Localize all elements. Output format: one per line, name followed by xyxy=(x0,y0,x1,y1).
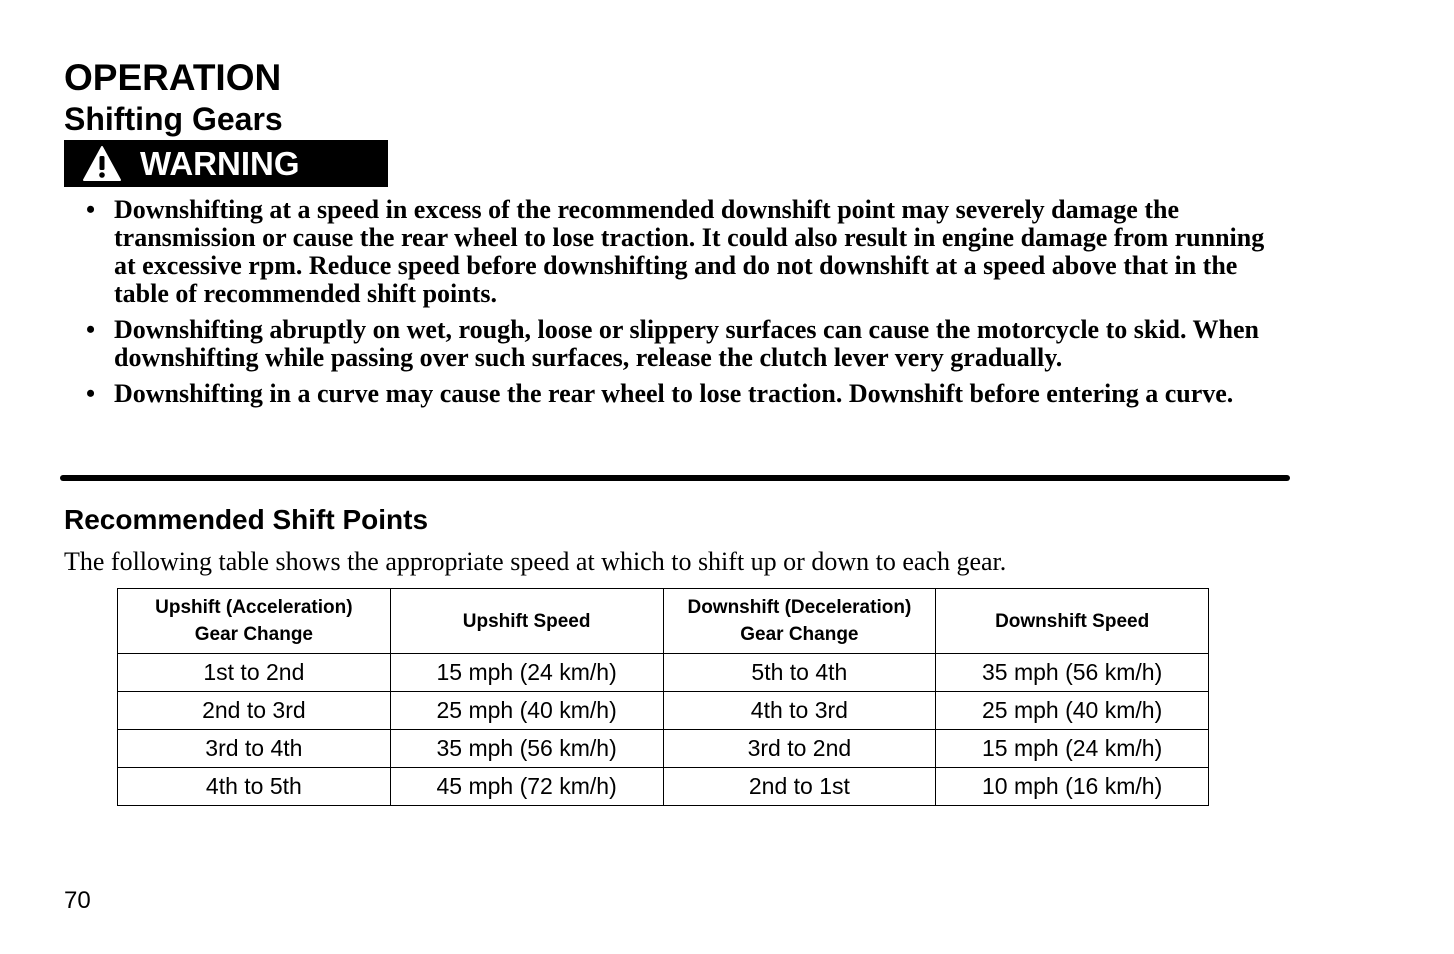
table-cell: 2nd to 1st xyxy=(663,768,936,806)
header-upshift-gear-change: Upshift (Acceleration) Gear Change xyxy=(118,589,391,654)
table-cell: 1st to 2nd xyxy=(118,654,391,692)
table-cell: 4th to 3rd xyxy=(663,692,936,730)
table-cell: 2nd to 3rd xyxy=(118,692,391,730)
table-cell: 45 mph (72 km/h) xyxy=(390,768,663,806)
table-cell: 15 mph (24 km/h) xyxy=(390,654,663,692)
header-downshift-speed: Downshift Speed xyxy=(936,589,1209,654)
table-cell: 25 mph (40 km/h) xyxy=(390,692,663,730)
section-divider xyxy=(60,475,1290,481)
shift-points-intro: The following table shows the appropriate speed at which to shift up or down to each gear. xyxy=(64,547,1007,576)
subsection-title: Shifting Gears xyxy=(64,101,283,137)
warning-item: • Downshifting in a curve may cause the rear wheel to lose traction. Downshift before entering a curve. xyxy=(86,379,1234,408)
table-cell: 15 mph (24 km/h) xyxy=(936,730,1209,768)
table-cell: 5th to 4th xyxy=(663,654,936,692)
section-title: OPERATION xyxy=(64,57,282,98)
shift-points-table xyxy=(117,588,1209,806)
table-row xyxy=(118,730,1209,768)
table-row xyxy=(118,768,1209,806)
header-downshift-gear-change: Downshift (Deceleration) Gear Change xyxy=(663,589,936,654)
table-cell: 35 mph (56 km/h) xyxy=(390,730,663,768)
page-number: 70 xyxy=(64,887,91,914)
warning-item: • Downshifting at a speed in excess of the recommended downshift point may severely damage the transmission or cause the rear wheel to lose traction. It could also result in engine damage from running at excessive rpm. Reduce speed before downshifting and do not downshift at a speed above that in the table of recommended shift points. xyxy=(86,195,1265,308)
warning-banner xyxy=(64,140,388,187)
table-cell: 10 mph (16 km/h) xyxy=(936,768,1209,806)
table-row xyxy=(118,654,1209,692)
table-cell: 4th to 5th xyxy=(118,768,391,806)
table-cell: 25 mph (40 km/h) xyxy=(936,692,1209,730)
warning-item: • Downshifting abruptly on wet, rough, loose or slippery surfaces can cause the motorcycle to skid. When downshifting while passing over such surfaces, release the clutch lever very gradually. xyxy=(86,315,1259,372)
warning-item-text: Downshifting in a curve may cause the rear wheel to lose traction. Downshift before entering a curve. xyxy=(114,379,1234,408)
warning-label: WARNING xyxy=(140,144,300,182)
warning-triangle-icon xyxy=(82,144,122,184)
table-cell: 3rd to 4th xyxy=(118,730,391,768)
table-cell: 35 mph (56 km/h) xyxy=(936,654,1209,692)
table-row xyxy=(118,692,1209,730)
table-cell: 3rd to 2nd xyxy=(663,730,936,768)
table-header-row xyxy=(118,589,1209,654)
warning-item-text: Downshifting abruptly on wet, rough, loose or slippery surfaces can cause the motorcycle to skid. When downshifting while passing over such surfaces, release the clutch lever very gradually. xyxy=(114,315,1259,372)
warning-item-text: Downshifting at a speed in excess of the recommended downshift point may severely damage the transmission or cause the rear wheel to lose traction. It could also result in engine damage from running at excessive rpm. Reduce speed before downshifting and do not downshift at a speed above that in the table of recommended shift points. xyxy=(114,195,1265,308)
warning-list xyxy=(84,196,1274,416)
header-upshift-speed: Upshift Speed xyxy=(390,589,663,654)
shift-points-heading: Recommended Shift Points xyxy=(64,504,429,535)
